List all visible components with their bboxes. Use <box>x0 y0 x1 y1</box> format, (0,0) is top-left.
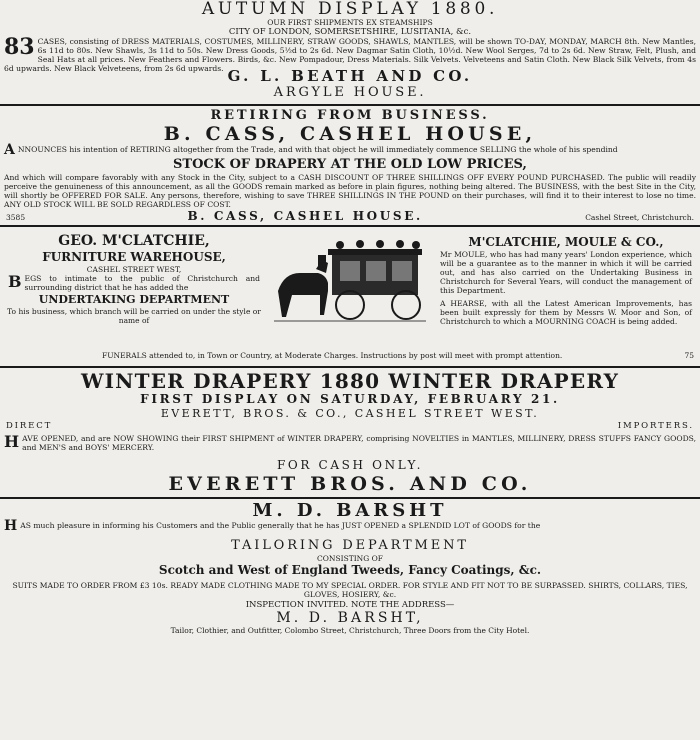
ad-body: To his business, which branch will be carried on under the style or name of <box>7 307 261 325</box>
ad-title: WINTER DRAPERY 1880 WINTER DRAPERY <box>80 369 620 393</box>
ad-line: CONSISTING OF <box>317 554 383 563</box>
department: TAILORING DEPARTMENT <box>231 538 469 553</box>
drop-cap: B <box>8 272 22 291</box>
ad-body <box>4 274 264 293</box>
signature: B. CASS, CASHEL HOUSE. <box>187 209 423 223</box>
ad-mclatchie <box>0 229 700 361</box>
cash-only: FOR CASH ONLY. <box>276 458 424 472</box>
ad-body <box>0 518 700 534</box>
firm-name: B. CASS, CASHEL HOUSE, <box>163 123 537 145</box>
divider <box>0 497 700 499</box>
drop-cap: H <box>4 518 18 534</box>
firm-name: G. L. BEATH AND CO. <box>227 67 473 85</box>
right-column <box>436 229 700 361</box>
firm-line: EVERETT, BROS. & CO., CASHEL STREET WEST. <box>160 407 540 420</box>
drop-cap: H <box>4 432 20 451</box>
ad-body: Mr MOULE, who has had many years' London experience, which will be a guarantee as to the manner in which it will be carried out, and has also carried on the Undertaking Business in Christchurch for Several Years, will conduct the management of this Department. <box>440 250 692 295</box>
ad-intro <box>0 142 700 158</box>
ad-autumn-display <box>0 0 700 100</box>
hearse-illustration <box>270 229 430 329</box>
ref-number: 3585 <box>6 213 26 222</box>
address: CASHEL STREET WEST, <box>86 265 182 274</box>
ad-intro-text: NNOUNCES his intention of RETIRING altogether from the Trade, and with that object he will immediately commence SELLING the whole of his spendind <box>17 145 618 154</box>
hearse-engraving <box>270 229 430 329</box>
divider <box>0 366 700 368</box>
divider <box>0 104 700 106</box>
inspection-line: INSPECTION INVITED. NOTE THE ADDRESS— <box>245 600 455 610</box>
ad-body-text: AS much pleasure in informing his Customers and the Public generally that he has JUST OPENED a SPLENDID LOT of GOODS for the <box>20 521 541 530</box>
address: Cashel Street, Christchurch. <box>585 213 694 222</box>
ad-title: AUTUMN DISPLAY 1880. <box>201 0 499 19</box>
ad-body-text: CASES, consisting of DRESS MATERIALS, COSTUMES, MILLINERY, STRAW GOODS, SHAWLS, MANTLES, will be shown TO-DAY, MONDAY, MARCH 8th. New Mantles, 6s 11d to 80s. New Shawls, 3s 11d to 50s. New Dress Goods, 5½d to 2s 6d. New Dagmar Satin Cloth, 10½d. New Wool Serges, 7d to 2s 6d. New Straw, Felt, Plush, and Seal Hats at all prices. New Feathers and Flowers. Birds, &c. New Pompadour, Dress Materials. Silk Velvets. Velveteens and Satin Cloth. New Black Silk Velvets, from 4s 6d upwards. New Black Velveteens, from 2s 6d upwards. <box>4 37 696 73</box>
department: UNDERTAKING DEPARTMENT <box>38 293 230 306</box>
ad-body: A HEARSE, with all the Latest American Improvements, has been built expressly for them by Messrs W. Moor and Son, of Christchurch to which a MOURNING COACH is being added. <box>440 299 692 326</box>
drop-cap: 83 <box>4 34 35 60</box>
ad-line: CITY OF LONDON, SOMERSETSHIRE, LUSITANIA, &c. <box>228 27 472 37</box>
ad-headline: STOCK OF DRAPERY AT THE OLD LOW PRICES, <box>173 157 527 172</box>
ad-body <box>0 34 700 73</box>
footer-text: FUNERALS attended to, in Town or Country, at Moderate Charges. Instructions by post will meet with prompt attention. <box>102 351 563 360</box>
ad-subtitle: FIRST DISPLAY ON SATURDAY, FEBRUARY 21. <box>140 392 560 406</box>
signature: M. D. BARSHT, <box>276 610 424 626</box>
ad-body-text: EGS to intimate to the public of Christchurch and surrounding district that he has added the <box>24 274 260 292</box>
tag-row <box>0 421 700 431</box>
ad-title: RETIRING FROM BUSINESS. <box>210 108 490 123</box>
ad-body-text: AVE OPENED, and are NOW SHOWING their FIRST SHIPMENT of WINTER DRAPERY, comprising NOVELTIES in MANTLES, MILLINERY, DRESS STUFFS FANCY GOODS, and MEN'S and BOYS' MERCERY. <box>22 434 696 452</box>
drop-cap: A <box>4 142 15 158</box>
ad-subtitle: FURNITURE WAREHOUSE, <box>42 250 226 264</box>
divider <box>0 225 700 227</box>
right-tag: IMPORTERS. <box>617 421 694 431</box>
ad-retiring <box>0 108 700 223</box>
house-name: ARGYLE HOUSE. <box>273 85 427 100</box>
ad-title: M'CLATCHIE, MOULE & CO., <box>468 235 664 249</box>
ref-number: 75 <box>684 351 694 360</box>
ad-title: GEO. M'CLATCHIE, <box>58 233 210 249</box>
address: Tailor, Clothier, and Outfitter, Colombo Street, Christchurch, Three Doors from the City Hotel. <box>170 626 530 635</box>
ad-line: OUR FIRST SHIPMENTS EX STEAMSHIPS <box>267 18 433 27</box>
ad-winter-drapery <box>0 370 700 495</box>
firm-name: EVERETT BROS. AND CO. <box>168 473 532 495</box>
suits-line: SUITS MADE TO ORDER FROM £3 10s. READY MADE CLOTHING MADE TO MY SPECIAL ORDER. FOR STYLE AND FIT NOT TO BE SURPASSED. SHIRTS, COLLARS, TIES, GLOVES, HOSIERY, &c. <box>12 581 688 599</box>
left-column <box>0 229 264 361</box>
ad-body <box>0 434 700 454</box>
ad-barsht <box>0 501 700 635</box>
goods-line: Scotch and West of England Tweeds, Fancy Coatings, &c. <box>158 563 542 577</box>
ad-title: M. D. BARSHT <box>252 500 448 521</box>
left-tag: DIRECT <box>6 421 53 431</box>
ad-footer <box>0 209 700 223</box>
ad-body: And which will compare favorably with any Stock in the City, subject to a CASH DISCOUNT OF THREE SHILLINGS OFF EVERY POUND PURCHASED. The public will readily perceive the genuineness of this announcement, as all the GOODS remain marked as before in plain figures, nothing being altered. The BUSINESS, with the best Site in the City, will shortly be OFFERED FOR SALE. Any persons, therefore, wishing to save THREE SHILLINGS IN THE POUND on their purchases, will find it to their interest to lose no time. ANY OLD STOCK WILL BE SOLD REGARDLESS OF COST. <box>4 173 696 209</box>
